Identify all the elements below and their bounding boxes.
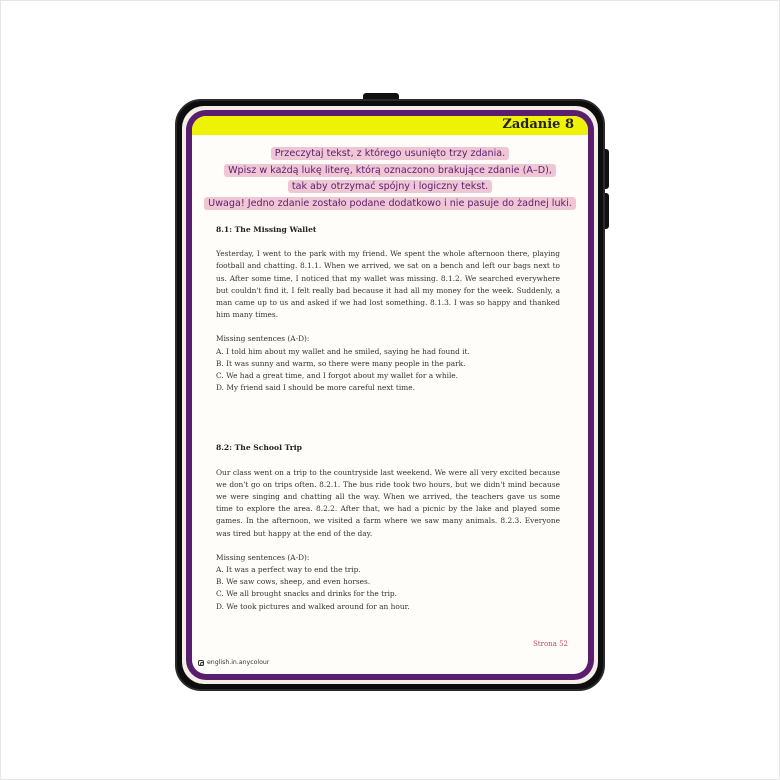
social-handle — [198, 659, 269, 666]
option-c: C. We had a great time, and I forgot about my wallet for a while. — [216, 371, 459, 381]
task-title: Zadanie 8 — [502, 117, 574, 132]
handle-text: english.in.anycolour — [207, 659, 270, 666]
instagram-icon — [198, 660, 204, 666]
section-8-1 — [216, 224, 560, 394]
worksheet-screen — [192, 116, 588, 674]
option-b: B. We saw cows, sheep, and even horses. — [216, 577, 371, 587]
section-8-2 — [216, 442, 560, 612]
option-d: D. We took pictures and walked around for an hour. — [216, 601, 410, 611]
tablet-device — [175, 99, 605, 691]
instructions — [192, 146, 588, 212]
section-title: 8.2: The School Trip — [216, 443, 302, 453]
missing-sentences-heading: Missing sentences (A-D): — [216, 334, 310, 344]
tablet-bezel — [182, 106, 598, 684]
section-title: 8.1: The Missing Wallet — [216, 225, 317, 234]
option-c: C. We all brought snacks and drinks for the trip. — [216, 589, 398, 599]
worksheet-content — [216, 224, 560, 613]
option-a: A. It was a perfect way to end the trip. — [216, 565, 361, 575]
instruction-line: Przeczytaj tekst, z którego usunięto trzy zdania. — [271, 147, 509, 160]
page-number: Strona 52 — [533, 640, 568, 648]
section-text: Yesterday, I went to the park with my friend. We spent the whole afternoon there, playing football and chatting. 8.1.1. When we arrived, we sat on a bench and left our bags next to us. After some time, I noticed that my wallet was missing. 8.1.2. We searched everywhere but couldn't find it. I felt really bad because it had all my money for the week. Suddenly, a man came up to us and asked if we had lost something. 8.1.3. I was so happy and thanked him many times. — [216, 249, 560, 320]
instruction-line: tak aby otrzymać spójny i logiczny tekst. — [288, 180, 492, 193]
instruction-line: Uwaga! Jedno zdanie zostało podane dodatkowo i nie pasuje do żadnej luki. — [204, 197, 576, 210]
screen-frame — [186, 110, 594, 680]
option-d: D. My friend said I should be more careful next time. — [216, 383, 415, 393]
option-b: B. It was sunny and warm, so there were many people in the park. — [216, 358, 466, 368]
missing-sentences-heading: Missing sentences (A-D): — [216, 552, 310, 562]
instruction-line: Wpisz w każdą lukę literę, którą oznaczono brakujące zdanie (A–D), — [224, 164, 556, 177]
header-band — [192, 116, 588, 135]
option-a: A. I told him about my wallet and he smiled, saying he had found it. — [216, 346, 470, 356]
section-text: Our class went on a trip to the countryside last weekend. We were all very excited because we don't go on trips often. 8.2.1. The bus ride took two hours, but we didn't mind because we were singing and chatting all the way. When we arrived, the teachers gave us some time to explore the area. 8.2.2. After that, we had a picnic by the lake and played some games. In the afternoon, we visited a farm where we saw many animals. 8.2.3. Everyone was tired but happy at the end of the day. — [216, 467, 560, 538]
